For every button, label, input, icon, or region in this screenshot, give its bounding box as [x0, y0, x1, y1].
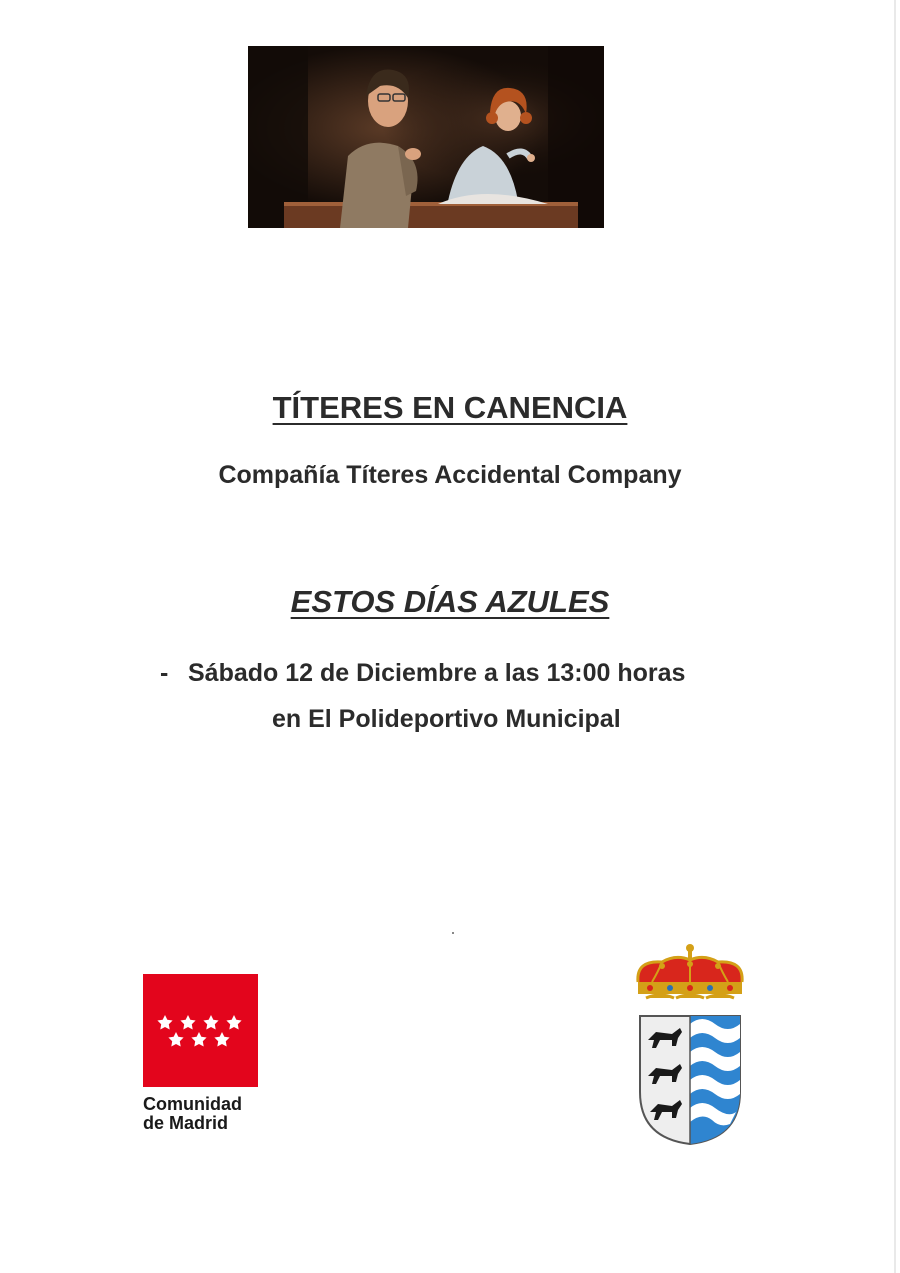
canencia-coat-of-arms-icon — [632, 942, 748, 1148]
company-name: Compañía Títeres Accidental Company — [218, 461, 682, 489]
comunidad-line-1: Comunidad — [143, 1094, 242, 1114]
schedule-line-date — [160, 650, 800, 696]
schedule — [160, 650, 800, 742]
event-title — [0, 388, 900, 428]
scan-edge — [894, 0, 896, 1273]
comunidad-de-madrid-text — [143, 1095, 263, 1133]
puppet-show-photo — [248, 46, 604, 228]
event-title-text: TÍTERES EN CANENCIA — [272, 390, 628, 425]
comunidad-de-madrid-stars-icon — [143, 974, 258, 1087]
schedule-dash: - — [160, 659, 169, 687]
schedule-date-text: Sábado 12 de Diciembre a las 13:00 horas — [188, 659, 686, 687]
comunidad-line-2: de Madrid — [143, 1113, 229, 1133]
comunidad-de-madrid-logo — [143, 974, 263, 1133]
scan-speck — [452, 932, 454, 934]
show-title-text: ESTOS DÍAS AZULES — [290, 584, 610, 619]
show-title — [0, 582, 900, 622]
schedule-line-venue: en El Polideportivo Municipal — [272, 705, 621, 733]
